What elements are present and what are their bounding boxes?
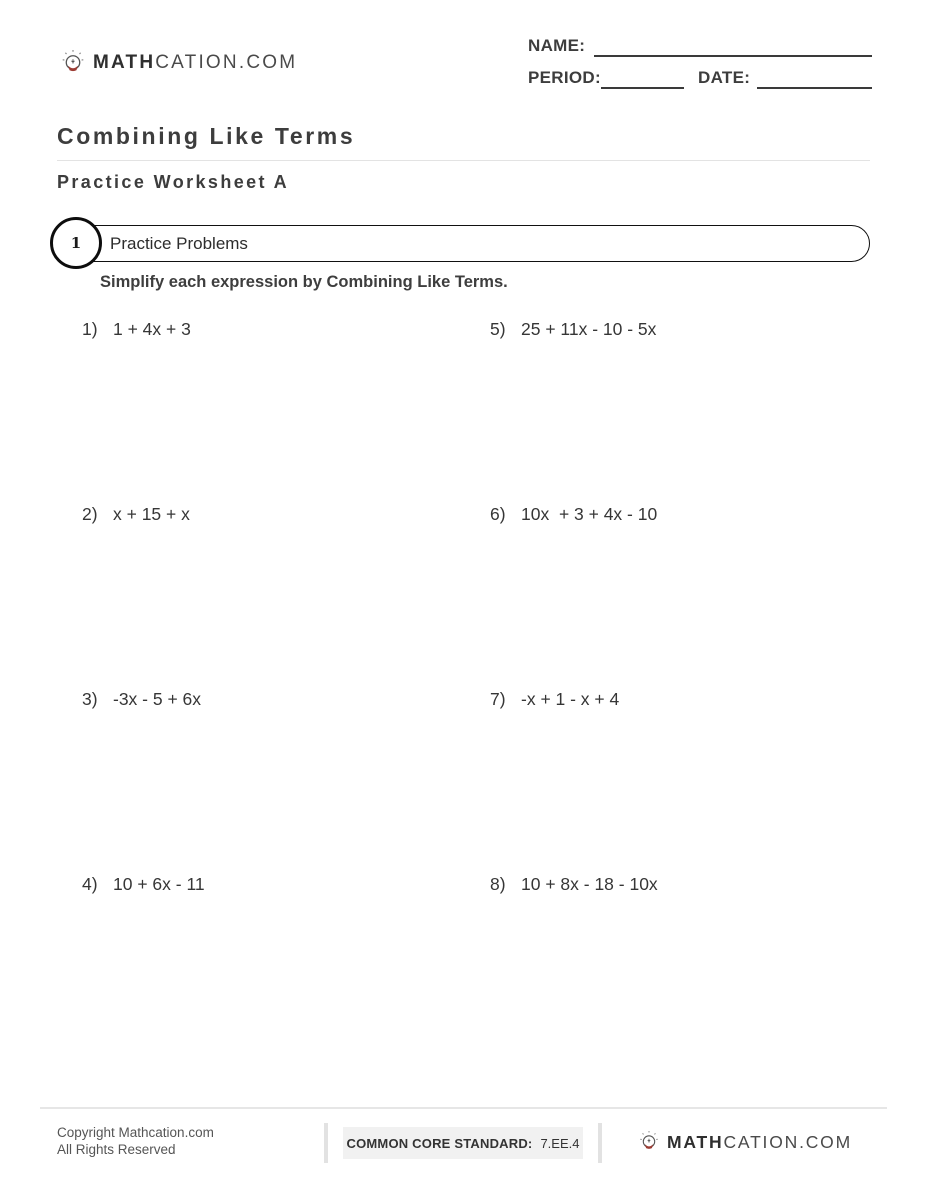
problem-8 (490, 874, 658, 895)
copyright (57, 1125, 214, 1159)
problem-6 (490, 504, 657, 525)
common-core-standard-badge (343, 1127, 583, 1159)
section-banner (75, 225, 870, 262)
problem-4 (82, 874, 205, 895)
copyright-line-2: All Rights Reserved (57, 1141, 176, 1157)
name-label: NAME: (528, 36, 586, 55)
problem-expression: 25 + 11x - 10 - 5x (521, 319, 657, 339)
footer-logo (638, 1129, 852, 1155)
footer-divider (40, 1107, 887, 1109)
problem-expression: 10x + 3 + 4x - 10 (521, 504, 658, 524)
problem-expression: 10 + 8x - 18 - 10x (521, 874, 658, 894)
page-title: Combining Like Terms (57, 123, 356, 149)
brand-bold: MATH (667, 1131, 724, 1152)
problem-5 (490, 319, 656, 340)
problem-expression: 1 + 4x + 3 (113, 319, 191, 339)
problem-number: 5) (490, 319, 506, 339)
footer-separator (324, 1123, 328, 1163)
problem-number: 1) (82, 319, 98, 339)
date-label: DATE: (698, 68, 751, 87)
problem-number: 6) (490, 504, 506, 524)
page-subtitle: Practice Worksheet A (57, 172, 290, 192)
brand-light: CATION.COM (155, 52, 298, 73)
header-logo (60, 48, 297, 78)
standard-label: COMMON CORE STANDARD: (346, 1135, 533, 1151)
brand-text (93, 52, 297, 74)
section-label: Practice Problems (110, 233, 248, 253)
section-number: 1 (70, 234, 82, 252)
brand-text (667, 1132, 852, 1153)
section-instruction: Simplify each expression by Combining Like Terms. (100, 273, 508, 291)
problem-2 (82, 504, 190, 525)
problem-number: 7) (490, 689, 506, 709)
problem-number: 3) (82, 689, 98, 709)
date-blank-line (757, 68, 872, 89)
brand-light: CATION.COM (723, 1131, 852, 1152)
section-number-badge (50, 217, 102, 269)
period-blank-line (601, 68, 684, 89)
standard-value: 7.EE.4 (540, 1135, 580, 1151)
footer-separator (598, 1123, 602, 1163)
problem-7 (490, 689, 619, 710)
problem-expression: x + 15 + x (113, 504, 190, 524)
problem-number: 4) (82, 874, 98, 894)
brand-bold: MATH (93, 52, 156, 73)
name-blank-line (594, 36, 872, 57)
period-label: PERIOD: (528, 68, 601, 87)
title-divider (57, 160, 870, 161)
problem-number: 2) (82, 504, 98, 524)
problem-number: 8) (490, 874, 506, 894)
lightbulb-icon (60, 48, 86, 78)
problem-3 (82, 689, 201, 710)
lightbulb-icon (638, 1129, 660, 1155)
problem-expression: 10 + 6x - 11 (113, 874, 205, 894)
problem-expression: -3x - 5 + 6x (113, 689, 202, 709)
copyright-line-1: Copyright Mathcation.com (57, 1125, 214, 1140)
problem-1 (82, 319, 191, 340)
problem-expression: -x + 1 - x + 4 (521, 689, 620, 709)
